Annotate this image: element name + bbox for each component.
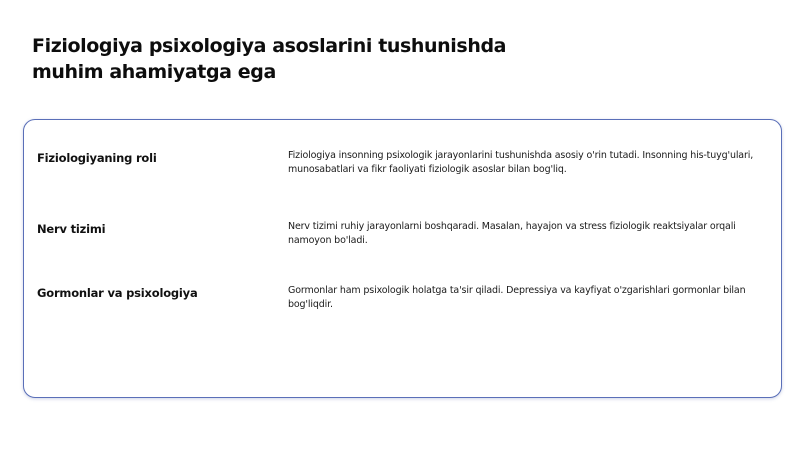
row-label-fiziologiyaning-roli: Fiziologiyaning roli [37, 151, 157, 165]
row-label-gormonlar-va-psixologiya: Gormonlar va psixologiya [37, 286, 198, 300]
row-text-nerv-tizimi: Nerv tizimi ruhiy jarayonlarni boshqaradi. Masalan, hayajon va stress fiziologik reaktsiyalar orqali namoyon bo'ladi. [288, 221, 736, 246]
row-text-gormonlar-va-psixologiya: Gormonlar ham psixologik holatga ta'sir qiladi. Depressiya va kayfiyat o'zgarishlari gormonlar bilan bog'liqdir. [288, 285, 746, 310]
slide-title: Fiziologiya psixologiya asoslarini tushunishda muhim ahamiyatga ega [32, 35, 507, 83]
row-text-fiziologiyaning-roli: Fiziologiya insonning psixologik jarayonlarini tushunishda asosiy o'rin tutadi. Insonning his-tuyg'ulari, munosabatlari va fikr faoliyati fiziologik asoslar bilan bog'liq. [288, 150, 754, 175]
row-label-nerv-tizimi: Nerv tizimi [37, 222, 106, 236]
content-card [23, 119, 782, 398]
